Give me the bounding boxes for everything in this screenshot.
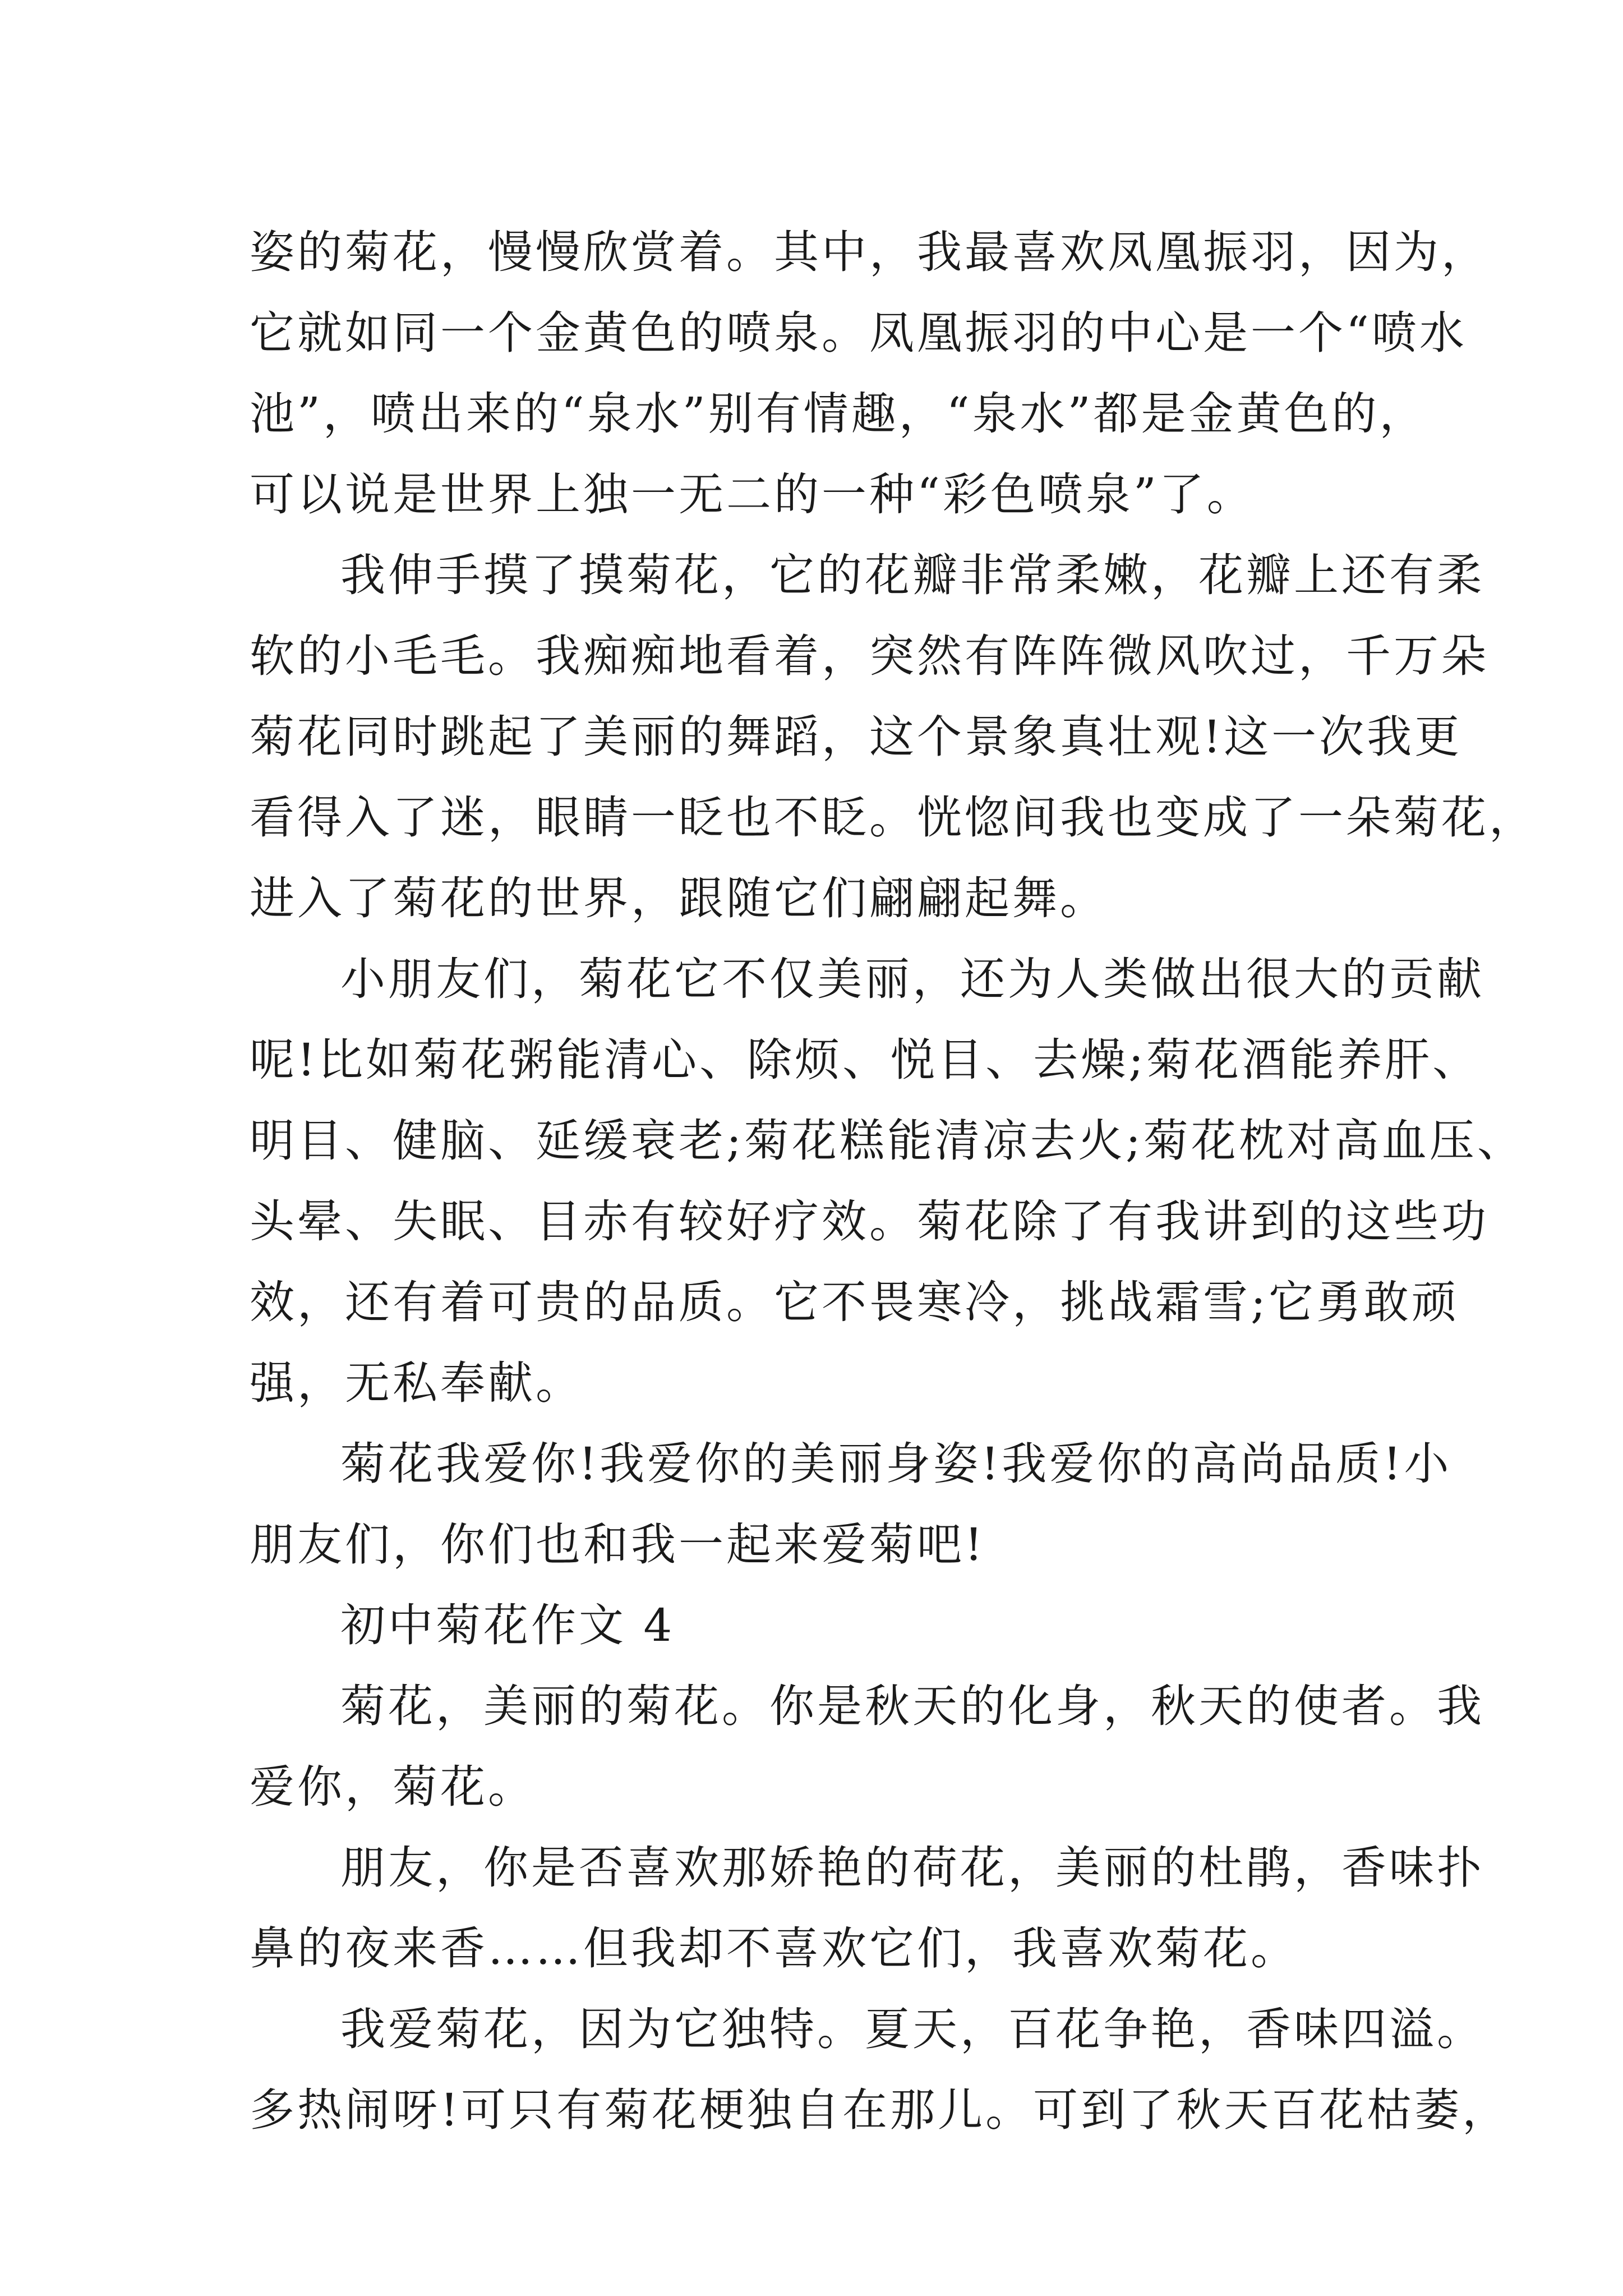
text-line: 软的小毛毛。我痴痴地看着，突然有阵阵微风吹过，千万朵 — [250, 630, 1489, 682]
text-line: 我伸手摸了摸菊花，它的花瓣非常柔嫩，花瓣上还有柔 — [340, 549, 1484, 601]
text-line: 朋友们，你们也和我一起来爱菊吧! — [250, 1519, 986, 1571]
text-line: 呢!比如菊花粥能清心、除烦、悦目、去燥;菊花酒能养肝、 — [250, 1034, 1481, 1086]
text-line: 可以说是世界上独一无二的一种“彩色喷泉”了。 — [250, 468, 1255, 521]
text-line: 朋友，你是否喜欢那娇艳的荷花，美丽的杜鹃，香味扑 — [340, 1842, 1484, 1894]
text-line: 初中菊花作文 4 — [340, 1599, 675, 1651]
text-line: 明目、健脑、延缓衰老;菊花糕能清凉去火;菊花枕对高血压、 — [250, 1115, 1525, 1167]
text-line: 强，无私奉献。 — [250, 1357, 583, 1409]
text-line: 进入了菊花的世界，跟随它们翩翩起舞。 — [250, 872, 1108, 924]
text-line: 菊花，美丽的菊花。你是秋天的化身，秋天的使者。我 — [340, 1680, 1484, 1732]
text-line: 看得入了迷，眼睛一眨也不眨。恍惚间我也变成了一朵菊花， — [250, 792, 1537, 844]
text-line: 它就如同一个金黄色的喷泉。凤凰振羽的中心是一个“喷水 — [250, 307, 1467, 359]
text-line: 头晕、失眠、目赤有较好疗效。菊花除了有我讲到的这些功 — [250, 1195, 1489, 1248]
text-line: 爱你，菊花。 — [250, 1761, 536, 1813]
text-line: 效，还有着可贵的品质。它不畏寒冷，挑战霜雪;它勇敢顽 — [250, 1276, 1459, 1328]
text-line: 鼻的夜来香……但我却不喜欢它们，我喜欢菊花。 — [250, 1922, 1298, 1975]
text-line: 菊花同时跳起了美丽的舞蹈，这个景象真壮观!这一次我更 — [250, 711, 1463, 763]
text-line: 小朋友们，菊花它不仅美丽，还为人类做出很大的贡献 — [340, 953, 1484, 1005]
text-line: 池”，喷出来的“泉水”别有情趣，“泉水”都是金黄色的， — [250, 388, 1427, 440]
text-line: 菊花我爱你!我爱你的美丽身姿!我爱你的高尚品质!小 — [340, 1438, 1452, 1490]
text-line: 我爱菊花，因为它独特。夏天，百花争艳，香味四溢。 — [340, 2003, 1484, 2055]
text-line: 多热闹呀!可只有菊花梗独自在那儿。可到了秋天百花枯萎， — [250, 2084, 1510, 2136]
essay-text — [250, 212, 1537, 2151]
text-line: 姿的菊花，慢慢欣赏着。其中，我最喜欢凤凰振羽，因为， — [250, 226, 1489, 278]
